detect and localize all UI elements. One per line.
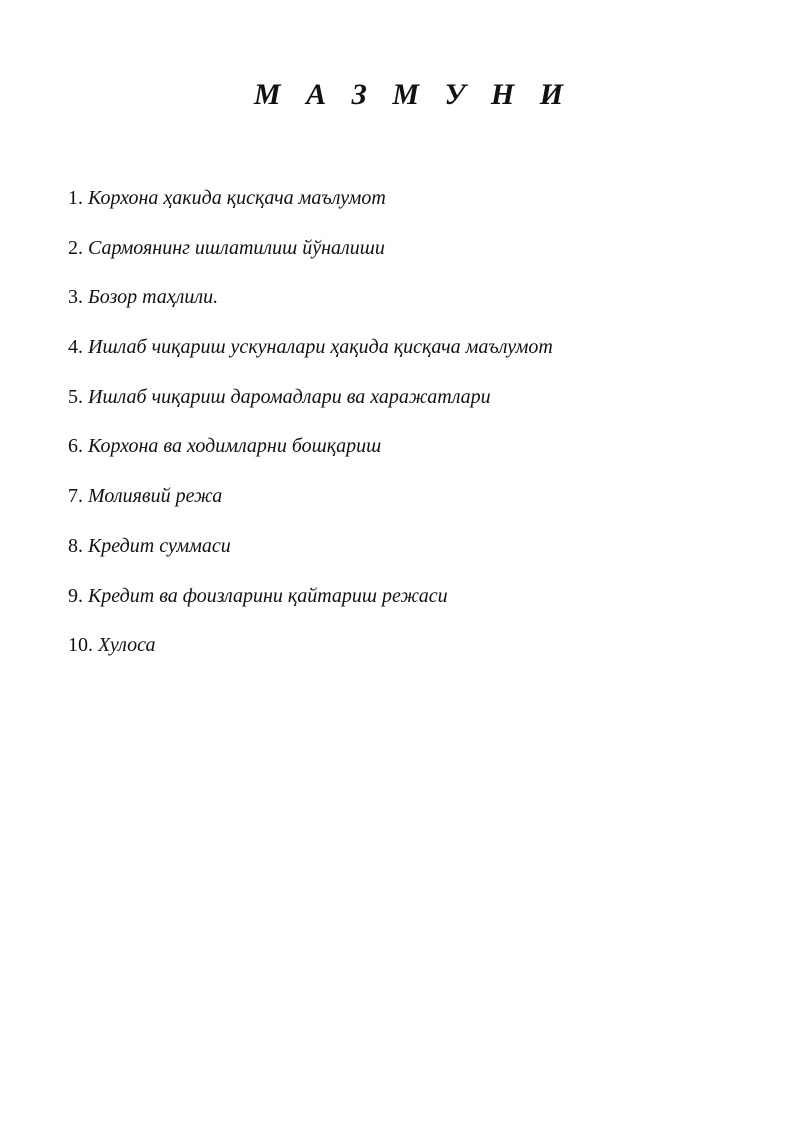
toc-item bbox=[68, 482, 553, 532]
toc-item-text: Корхона ва ходимларни бошқариш bbox=[83, 435, 382, 458]
toc-item-text: Ишлаб чиқариш даромадлари ва харажатлари bbox=[83, 385, 491, 408]
toc-item-number: 1. bbox=[68, 187, 83, 209]
toc-item-number: 10. bbox=[68, 634, 93, 657]
toc-item-text: Корхона ҳакида қисқача маълумот bbox=[83, 187, 386, 209]
toc-item bbox=[68, 234, 553, 284]
toc-item bbox=[68, 333, 553, 383]
toc-item-text: Ишлаб чиқариш ускуналари ҳақида қисқача маълумот bbox=[83, 336, 553, 359]
toc-item-number: 4. bbox=[68, 336, 83, 359]
toc-item-text: Сармоянинг ишлатилиш йўналиши bbox=[83, 236, 385, 259]
toc-item bbox=[68, 432, 553, 482]
toc-item-text: Кредит ва фоизларини қайтариш режаси bbox=[83, 584, 448, 607]
toc-item bbox=[68, 532, 553, 582]
toc-item-text: Молиявий режа bbox=[83, 485, 223, 508]
toc-item bbox=[68, 631, 553, 681]
toc-item bbox=[68, 383, 553, 433]
toc-item-number: 9. bbox=[68, 584, 83, 607]
toc-item-number: 3. bbox=[68, 286, 83, 309]
toc-item bbox=[68, 582, 553, 632]
toc-item-number: 2. bbox=[68, 236, 83, 259]
toc-item-number: 8. bbox=[68, 534, 83, 557]
toc-item-text: Кредит суммаси bbox=[83, 534, 231, 557]
toc-item bbox=[68, 283, 553, 333]
toc-item-text: Бозор таҳлили. bbox=[83, 286, 219, 309]
table-of-contents bbox=[68, 184, 553, 681]
toc-item-number: 5. bbox=[68, 385, 83, 408]
toc-item-number: 7. bbox=[68, 485, 83, 508]
toc-item bbox=[68, 184, 553, 234]
toc-item-text: Хулоса bbox=[93, 634, 156, 657]
toc-item-number: 6. bbox=[68, 435, 83, 458]
page-title: М А З М У Н И bbox=[253, 78, 573, 111]
